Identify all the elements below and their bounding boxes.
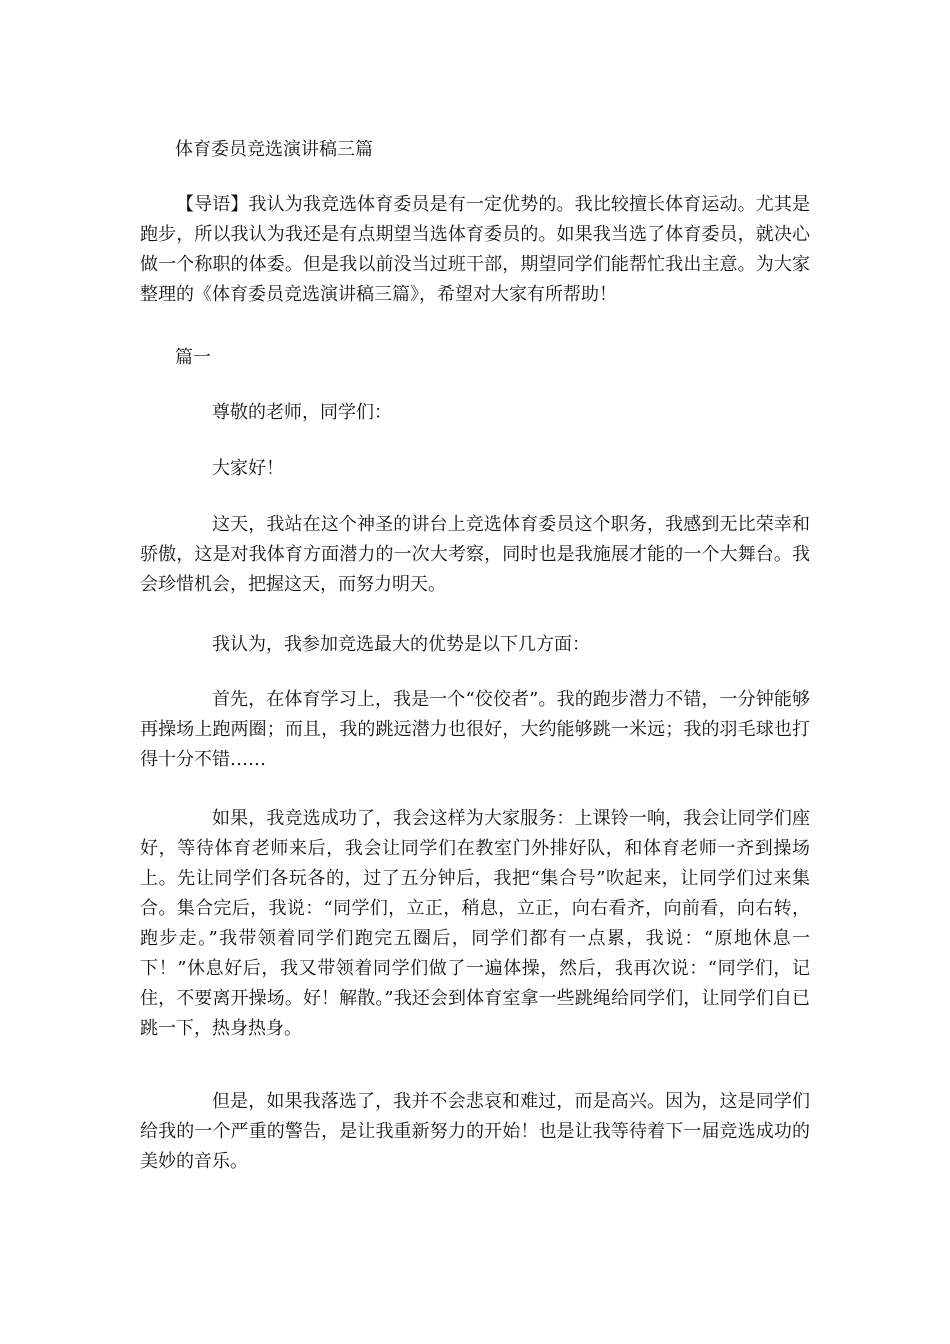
salutation: 尊敬的老师，同学们： — [212, 402, 392, 423]
intro-paragraph: 【导语】我认为我竞选体育委员是有一定优势的。我比较擅长体育运动。尤其是跑步，所以我认为我还是有点期望当选体育委员的。如果我当选了体育委员，就决心做一个称职的体委。但是我以前没当过班干部，期望同学们能帮忙我出主意。为大家整理的《体育委员竞选演讲稿三篇》，希望对大家有所帮助！ — [140, 194, 810, 305]
body-paragraph-3: 首先，在体育学习上，我是一个“佼佼者”。我的跑步潜力不错，一分钟能够再操场上跑两圈；而且，我的跳远潜力也很好，大约能够跳一米远；我的羽毛球也打得十分不错…… — [140, 689, 810, 770]
body-paragraph-2: 我认为，我参加竞选最大的优势是以下几方面： — [212, 634, 590, 655]
document-title: 体育委员竞选演讲稿三篇 — [175, 139, 373, 160]
section-heading: 篇一 — [175, 347, 211, 368]
body-paragraph-5: 但是，如果我落选了，我并不会悲哀和难过，而是高兴。因为，这是同学们给我的一个严重的警告，是让我重新努力的开始！也是让我等待着下一届竞选成功的美妙的音乐。 — [140, 1091, 810, 1172]
greeting: 大家好！ — [212, 458, 284, 479]
body-paragraph-4: 如果，我竞选成功了，我会这样为大家服务：上课铃一响，我会让同学们座好，等待体育老师来后，我会让同学们在教室门外排好队，和体育老师一齐到操场上。先让同学们各玩各的，过了五分钟后，我把“集合号”吹起来，让同学们过来集合。集合完后，我说：“同学们，立正，稍息，立正，向右看齐，向前看，向右转，跑步走。”我带领着同学们跑完五圈后，同学们都有一点累，我说：“原地休息一下！”休息好后，我又带领着同学们做了一遍体操，然后，我再次说：“同学们，记住，不要离开操场。好！解散。”我还会到体育室拿一些跳绳给同学们，让同学们自已跳一下，热身热身。 — [140, 808, 810, 1039]
body-paragraph-1: 这天，我站在这个神圣的讲台上竞选体育委员这个职务，我感到无比荣幸和骄傲，这是对我体育方面潜力的一次大考察，同时也是我施展才能的一个大舞台。我会珍惜机会，把握这天，而努力明天。 — [140, 514, 810, 595]
